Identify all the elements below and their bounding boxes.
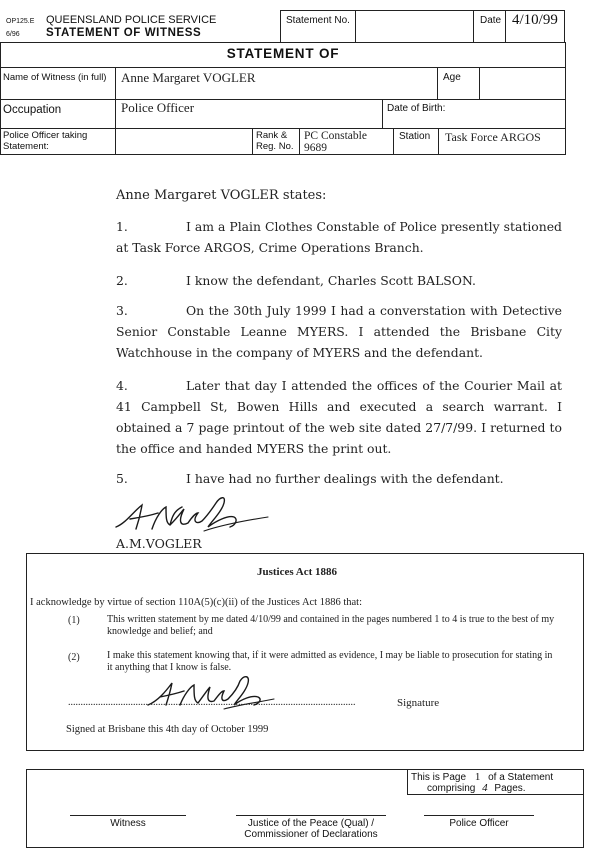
station-label: Station — [399, 131, 431, 142]
rank-label: Rank & Reg. No. — [256, 130, 294, 152]
justices-item-number: (1) — [68, 615, 80, 626]
justices-intro: I acknowledge by virtue of section 110A(5)(c)(ii) of the Justices Act 1886 that: — [30, 597, 363, 608]
dob-label: Date of Birth: — [387, 103, 446, 114]
justices-item-number: (2) — [68, 652, 80, 663]
statement-paragraph-2 — [116, 270, 562, 291]
statement-paragraph-1 — [116, 216, 562, 258]
date-label: Date — [480, 15, 502, 26]
statement-heading: Anne Margaret VOGLER states: — [116, 188, 327, 203]
statement-paragraph-5 — [116, 468, 562, 489]
paragraph-text: I know the defendant, Charles Scott BALSON. — [186, 273, 476, 288]
signatory-name: A.M.VOGLER — [116, 536, 202, 551]
paragraph-text: I am a Plain Clothes Constable of Police presently stationed at Task Force ARGOS, Crime Operations Branch. — [116, 219, 562, 255]
service-name: QUEENSLAND POLICE SERVICE — [46, 14, 217, 26]
paragraph-number: 5. — [116, 471, 128, 486]
page-total-line: comprising 4 Pages. — [427, 782, 526, 794]
statement-paragraph-3 — [116, 300, 562, 363]
statement-paragraph-4 — [116, 375, 562, 459]
signature-dotted-line: ................................................................................................................... — [68, 697, 356, 708]
paragraph-number: 1. — [116, 219, 128, 234]
paragraph-text: Later that day I attended the offices of the Courier Mail at 41 Campbell St, Bowen Hills and executed a search warrant. I obtained a 7 page printout of the web site dated 27/7/99. I returned to the office and handed MYERS the print out. — [116, 378, 562, 456]
justices-item-text: This written statement by me dated 4/10/99 and contained in the pages numbered 1 to 4 is true to the best of my knowledge and belief; and — [107, 614, 555, 637]
signature-label: Signature — [397, 697, 440, 709]
justices-item-text: I make this statement knowing that, if it were admitted as evidence, I may be liable to prosecution for stating in it anything that I know is false. — [107, 650, 553, 673]
page-indicator: This is Page 1 of a Statement — [411, 771, 554, 783]
name-value: Anne Margaret VOGLER — [121, 70, 256, 85]
justices-act-title: Justices Act 1886 — [256, 566, 338, 578]
handwritten-signature — [112, 487, 272, 539]
station-value: Task Force ARGOS — [445, 130, 541, 144]
signed-at-text: Signed at Brisbane this 4th day of October 1999 — [66, 724, 269, 735]
occupation-label: Occupation — [3, 104, 62, 116]
jp-label: Justice of the Peace (Qual) / Commissioner of Declarations — [244, 818, 378, 840]
form-code: OP125.E — [6, 18, 35, 25]
age-label: Age — [443, 72, 461, 83]
occupation-value: Police Officer — [121, 100, 195, 115]
police-officer-label: Police Officer — [449, 818, 509, 829]
paragraph-text: On the 30th July 1999 I had a converstation with Detective Senior Constable Leanne MYERS. I attended the Brisbane City Watchhouse in the company of MYERS and the defendant. — [116, 303, 562, 360]
date-value: 4/10/99 — [512, 12, 558, 28]
form-title: STATEMENT OF WITNESS — [46, 27, 202, 39]
witness-label: Witness — [110, 818, 146, 829]
name-label: Name of Witness (in full) — [3, 72, 107, 83]
rank-value: PC Constable 9689 — [304, 130, 367, 154]
page-total: 4 — [482, 782, 488, 794]
paragraph-text: I have had no further dealings with the defendant. — [186, 471, 504, 486]
page-number: 1 — [474, 771, 481, 783]
officer-label: Police Officer taking Statement: — [3, 130, 88, 152]
paragraph-number: 4. — [116, 378, 128, 393]
section-title: STATEMENT OF — [226, 46, 340, 61]
statement-no-label: Statement No. — [286, 15, 350, 26]
paragraph-number: 3. — [116, 303, 128, 318]
paragraph-number: 2. — [116, 273, 128, 288]
form-version: 6/96 — [6, 31, 20, 38]
